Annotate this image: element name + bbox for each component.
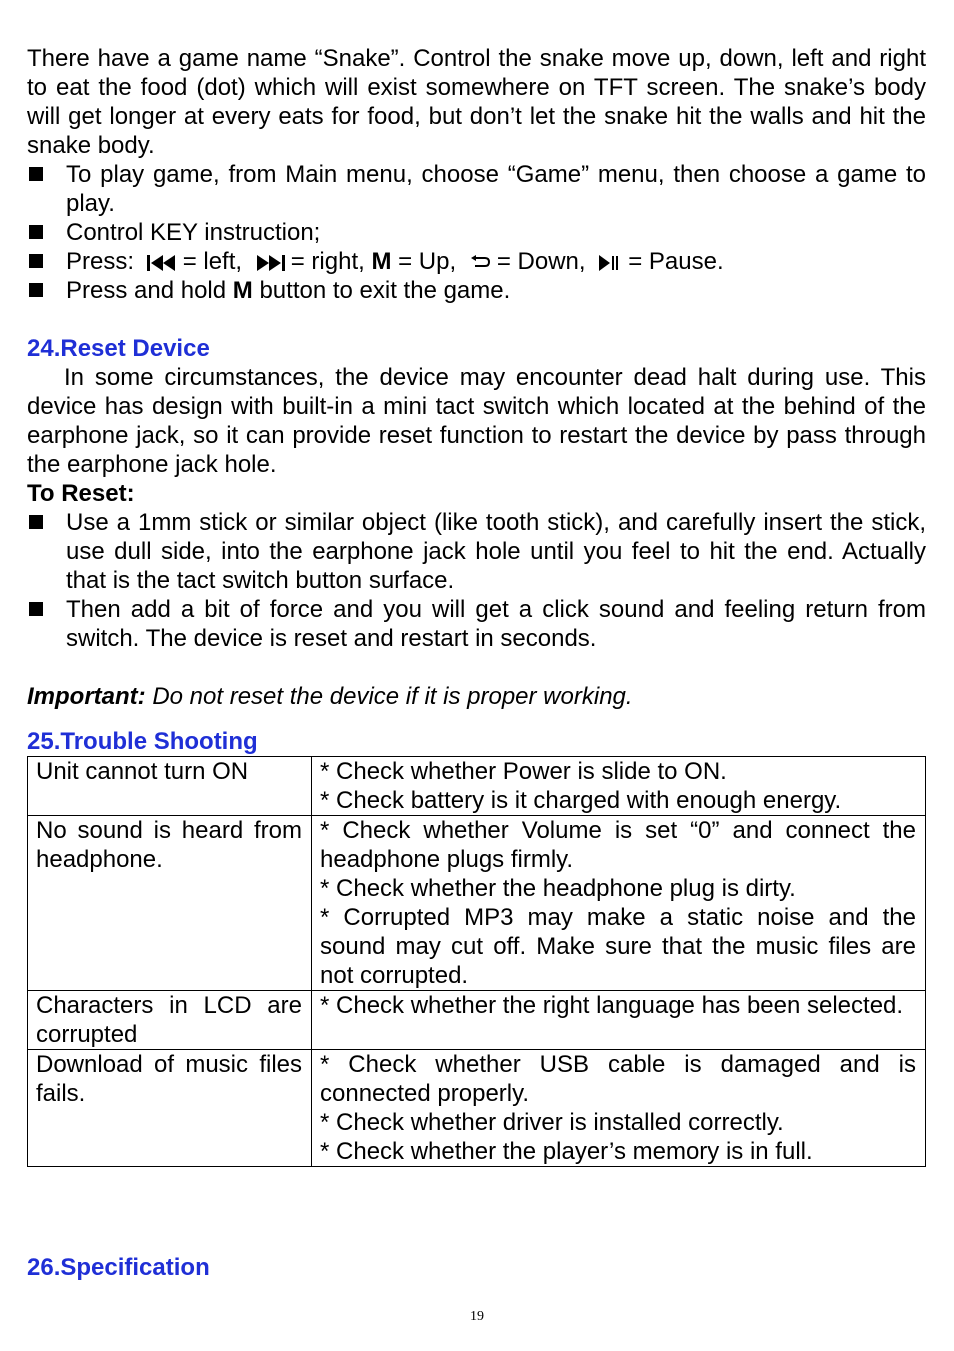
table-row bbox=[28, 816, 926, 991]
square-bullet-icon bbox=[29, 515, 43, 529]
reset-bullet: Use a 1mm stick or similar object (like tooth stick), and carefully insert the stick, use dull side, into the earphone jack hole until you feel to hit the end. Actually that is the tact switch button surface. bbox=[27, 508, 926, 595]
square-bullet-icon bbox=[29, 602, 43, 616]
problem-cell: No sound is heard from headphone. bbox=[28, 816, 312, 991]
to-reset-label: To Reset: bbox=[27, 480, 135, 507]
return-arrow-icon bbox=[467, 254, 493, 272]
next-track-icon bbox=[253, 254, 287, 272]
reset-bullet-list bbox=[27, 508, 926, 653]
problem-cell: Characters in LCD are corrupted bbox=[28, 991, 312, 1050]
game-bullet-list bbox=[27, 160, 926, 305]
solution-cell: * Check whether the right language has been selected. bbox=[312, 991, 926, 1050]
square-bullet-icon bbox=[29, 167, 43, 181]
snake-intro: There have a game name “Snake”. Control the snake move up, down, left and right to eat the food (dot) which will exist somewhere on TFT screen. The snake’s body will get longer at every eats for food, but don’t let the snake hit the walls and hit the snake body. bbox=[27, 45, 926, 159]
problem-cell: Unit cannot turn ON bbox=[28, 757, 312, 816]
bullet-hold-m: Press and hold M button to exit the game. bbox=[27, 276, 926, 305]
square-bullet-icon bbox=[29, 254, 43, 268]
solution-cell: * Check whether Volume is set “0” and connect the headphone plugs firmly. * Check whether the headphone plug is dirty. * Corrupted MP3 may make a static noise and the sound may cut off. Make sure that the music files are not corrupted. bbox=[312, 816, 926, 991]
square-bullet-icon bbox=[29, 283, 43, 297]
bullet-press-keys: Press: = left, = right, M = Up, = Down, = Pause. bbox=[27, 247, 926, 276]
trouble-table bbox=[27, 756, 926, 1167]
square-bullet-icon bbox=[29, 225, 43, 239]
page-content bbox=[27, 44, 926, 1282]
page-number: 19 bbox=[470, 1309, 484, 1324]
table-row bbox=[28, 991, 926, 1050]
reset-paragraph: In some circumstances, the device may encounter dead halt during use. This device has design with built-in a mini tact switch which located at the behind of the earphone jack, so it can provide reset function to restart the device by pass through the earphone jack hole. bbox=[27, 364, 926, 478]
reset-bullet: Then add a bit of force and you will get a click sound and feeling return from switch. The device is reset and restart in seconds. bbox=[27, 595, 926, 653]
table-row bbox=[28, 757, 926, 816]
bullet-play-game: To play game, from Main menu, choose “Game” menu, then choose a game to play. bbox=[27, 160, 926, 218]
previous-track-icon bbox=[145, 254, 179, 272]
spec-heading: 26.Specification bbox=[27, 1254, 210, 1281]
problem-cell: Download of music files fails. bbox=[28, 1050, 312, 1167]
important-note: Important: Do not reset the device if it is proper working. bbox=[27, 683, 633, 710]
solution-cell: * Check whether Power is slide to ON. * Check battery is it charged with enough energy. bbox=[312, 757, 926, 816]
table-row bbox=[28, 1050, 926, 1167]
bullet-control-key: Control KEY instruction; bbox=[27, 218, 926, 247]
solution-cell: * Check whether USB cable is damaged and is connected properly. * Check whether driver is installed correctly. * Check whether the player’s memory is in full. bbox=[312, 1050, 926, 1167]
trouble-heading: 25.Trouble Shooting bbox=[27, 728, 258, 755]
play-pause-icon bbox=[596, 254, 624, 272]
reset-heading: 24.Reset Device bbox=[27, 335, 210, 362]
